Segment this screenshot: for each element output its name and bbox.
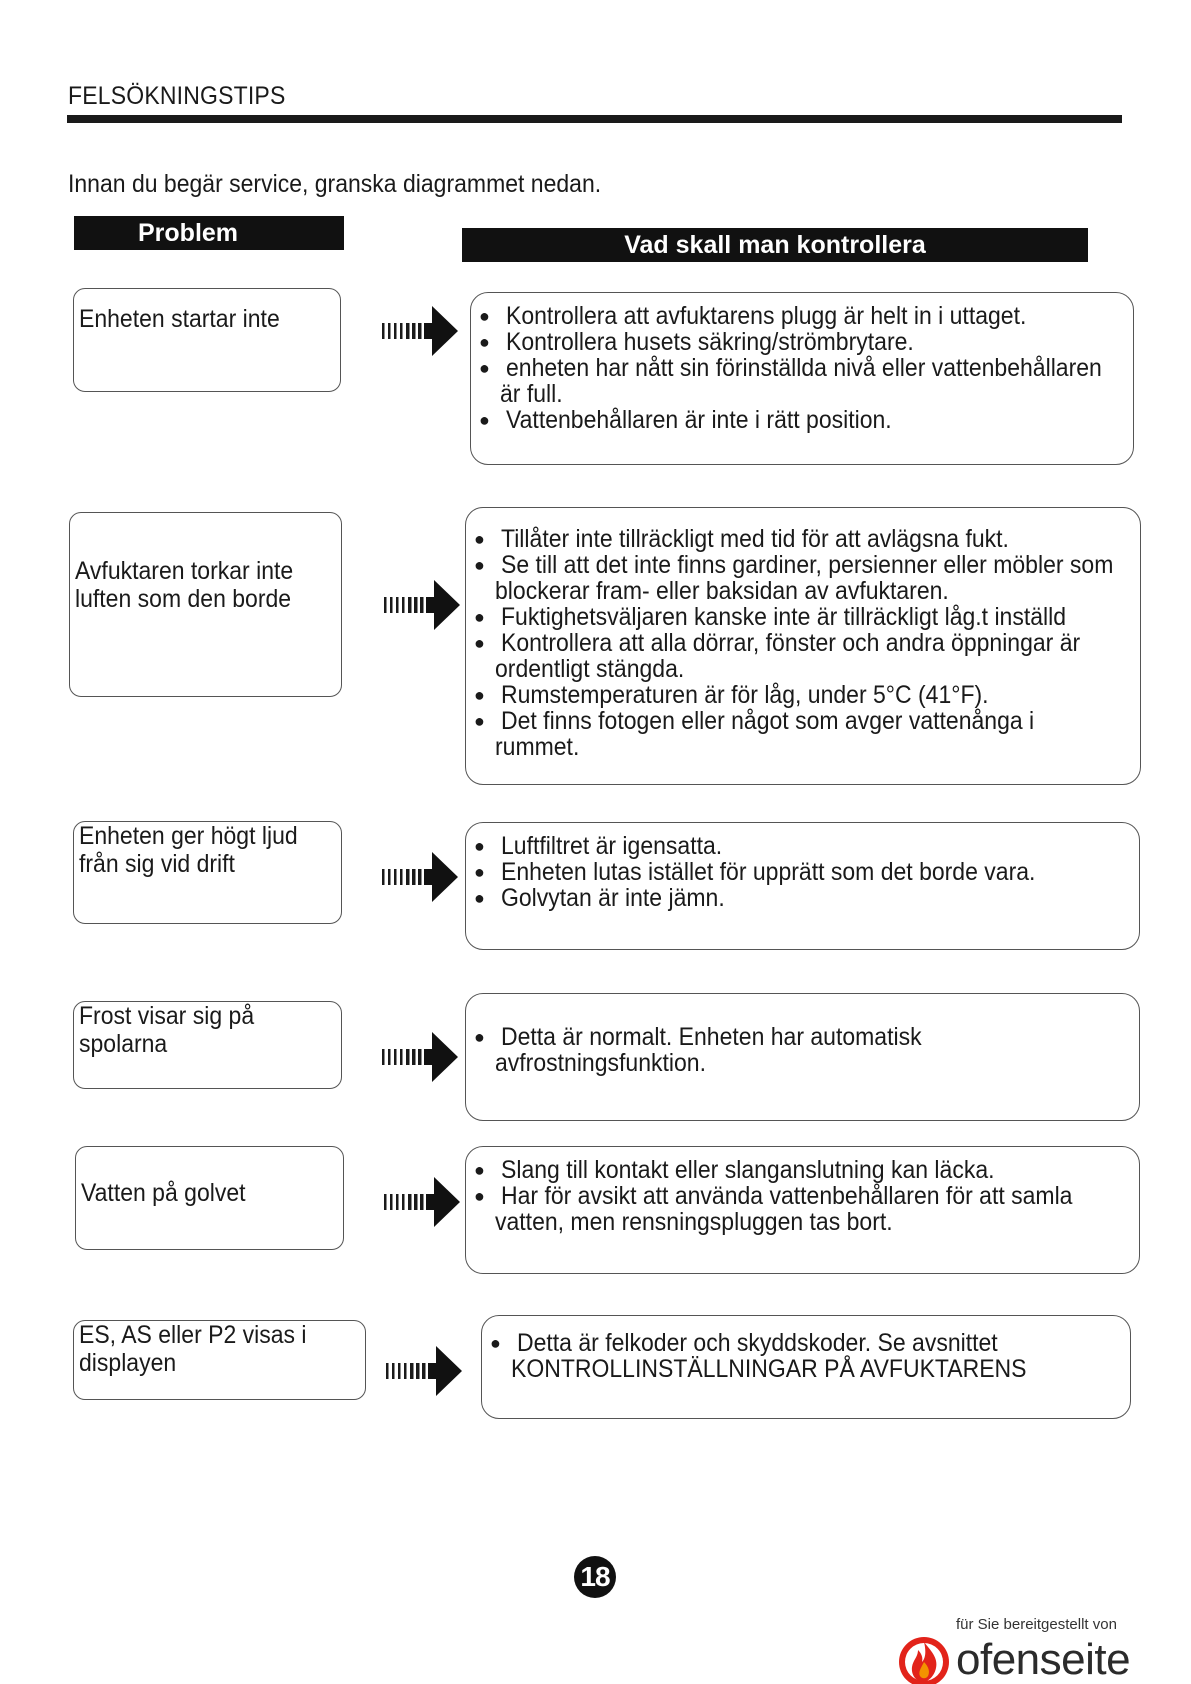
check-text: Enheten lutas istället för upprätt som det borde vara. [501, 858, 1036, 886]
problem-text: spolarna [79, 1030, 168, 1058]
check-text: Har för avsikt att använda vattenbehållaren för att samla [501, 1182, 1073, 1210]
bullet-icon: ● [474, 633, 485, 653]
bullet-icon: ● [474, 862, 485, 882]
check-text: vatten, men rensningspluggen tas bort. [495, 1208, 893, 1236]
striped-right-arrow-icon [382, 1032, 462, 1082]
bullet-icon: ● [479, 306, 490, 326]
check-item [472, 578, 1134, 604]
check-text: blockerar fram- eller baksidan av avfuktaren. [495, 577, 949, 605]
section-title: FELSÖKNINGSTIPS [68, 82, 286, 110]
check-text: Se till att det inte finns gardiner, persienner eller möbler som [501, 551, 1114, 579]
check-text: Kontrollera husets säkring/strömbrytare. [506, 328, 914, 356]
bullet-icon: ● [474, 1186, 485, 1206]
check-box [470, 292, 1134, 465]
flame-logo-icon [896, 1632, 952, 1684]
problem-text: luften som den borde [75, 585, 292, 613]
bullet-icon: ● [474, 836, 485, 856]
striped-right-arrow-icon [382, 852, 462, 902]
check-text: Golvytan är inte jämn. [501, 884, 725, 912]
check-item [477, 329, 1127, 355]
bullet-icon: ● [474, 607, 485, 627]
check-item [472, 1050, 1133, 1076]
check-text: Tillåter inte tillräckligt med tid för att avlägsna fukt. [501, 525, 1009, 553]
bullet-icon: ● [474, 685, 485, 705]
problem-box [73, 821, 342, 924]
check-text: enheten har nått sin förinställda nivå eller vattenbehållaren [506, 354, 1102, 382]
check-item [472, 1183, 1133, 1209]
check-item [472, 833, 1133, 859]
problem-box [69, 512, 342, 697]
problem-box [75, 1146, 344, 1250]
bullet-icon: ● [474, 888, 485, 908]
check-item [472, 682, 1134, 708]
problem-text: displayen [79, 1349, 177, 1377]
check-item [472, 859, 1133, 885]
bullet-icon: ● [474, 711, 485, 731]
problem-column-header: Problem [74, 216, 344, 250]
bullet-icon: ● [479, 332, 490, 352]
check-text: Detta är felkoder och skyddskoder. Se avsnittet [517, 1329, 998, 1357]
check-text: Kontrollera att avfuktarens plugg är helt in i uttaget. [506, 302, 1027, 330]
problem-box [73, 1001, 342, 1089]
check-item [477, 381, 1127, 407]
problem-text: Avfuktaren torkar inte [75, 557, 294, 585]
check-text: Rumstemperaturen är för låg, under 5°C (41°F). [501, 681, 989, 709]
striped-right-arrow-icon [384, 580, 464, 630]
check-item [472, 1209, 1133, 1235]
check-text: Vattenbehållaren är inte i rätt position. [506, 406, 892, 434]
check-box [465, 993, 1140, 1121]
bullet-icon: ● [479, 358, 490, 378]
problem-text: ES, AS eller P2 visas i [79, 1321, 307, 1349]
check-item [477, 303, 1127, 329]
check-item [472, 656, 1134, 682]
ofenseite-logo [896, 1632, 1130, 1684]
check-item [472, 552, 1134, 578]
check-text: rummet. [495, 733, 580, 761]
bullet-icon: ● [474, 555, 485, 575]
page-number-badge: 18 [574, 1556, 616, 1598]
check-text: Fuktighetsväljaren kanske inte är tillräckligt låg.t inställd [501, 603, 1067, 631]
check-text: är full. [500, 380, 563, 408]
problem-text: Enheten ger högt ljud [79, 822, 298, 850]
problem-text: Vatten på golvet [81, 1179, 246, 1207]
check-text: Det finns fotogen eller något som avger vattenånga i [501, 707, 1035, 735]
check-text: KONTROLLINSTÄLLNINGAR PÅ AVFUKTARENS [511, 1355, 1027, 1383]
striped-right-arrow-icon [386, 1346, 466, 1396]
problem-box [73, 1320, 366, 1400]
check-item [472, 1024, 1133, 1050]
check-text: Luftfiltret är igensatta. [501, 832, 723, 860]
check-item [472, 630, 1134, 656]
check-item [472, 885, 1133, 911]
check-text: Kontrollera att alla dörrar, fönster och andra öppningar är [501, 629, 1081, 657]
bullet-icon: ● [479, 410, 490, 430]
striped-right-arrow-icon [384, 1177, 464, 1227]
check-box [465, 507, 1141, 785]
check-item [488, 1356, 1124, 1382]
check-item [488, 1330, 1124, 1356]
brand-name: ofenseite [956, 1635, 1131, 1684]
problem-text: Enheten startar inte [79, 305, 280, 333]
check-box [481, 1315, 1131, 1419]
check-text: ordentligt stängda. [495, 655, 685, 683]
check-text: Detta är normalt. Enheten har automatisk [501, 1023, 922, 1051]
check-column-header: Vad skall man kontrollera [462, 228, 1088, 262]
check-box [465, 1146, 1140, 1274]
bullet-icon: ● [474, 529, 485, 549]
bullet-icon: ● [474, 1160, 485, 1180]
intro-text: Innan du begär service, granska diagrammet nedan. [68, 170, 602, 198]
check-box [465, 822, 1140, 950]
title-rule [67, 115, 1122, 123]
problem-text: från sig vid drift [79, 850, 235, 878]
check-text: Slang till kontakt eller slanganslutning kan läcka. [501, 1156, 995, 1184]
striped-right-arrow-icon [382, 306, 462, 356]
check-item [472, 708, 1134, 734]
check-item [477, 355, 1127, 381]
credit-text: für Sie bereitgestellt von [956, 1616, 1117, 1633]
check-item [472, 1157, 1133, 1183]
bullet-icon: ● [490, 1333, 501, 1353]
check-item [472, 526, 1134, 552]
check-item [472, 734, 1134, 760]
problem-text: Frost visar sig på [79, 1002, 255, 1030]
check-text: avfrostningsfunktion. [495, 1049, 706, 1077]
check-item [472, 604, 1134, 630]
bullet-icon: ● [474, 1027, 485, 1047]
problem-box [73, 288, 341, 392]
check-item [477, 407, 1127, 433]
